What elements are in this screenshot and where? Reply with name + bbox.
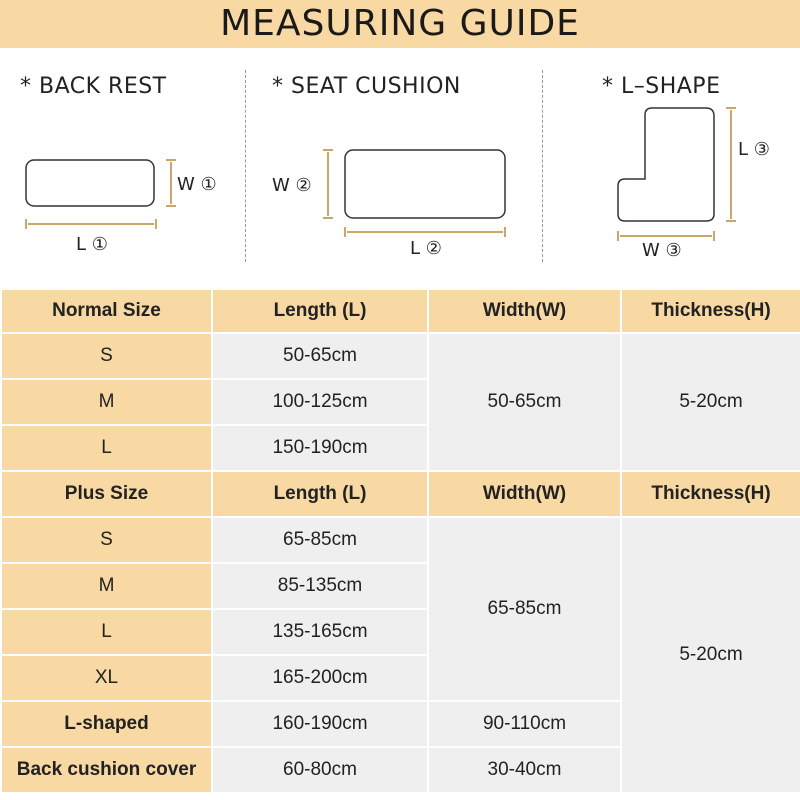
table-row	[1, 333, 800, 379]
l-shape-outline	[618, 108, 714, 221]
length-cell: 60-80cm	[212, 747, 428, 793]
diagram-section	[0, 48, 800, 286]
size-label: Back cushion cover	[1, 747, 212, 793]
width-cell: 30-40cm	[428, 747, 621, 793]
size-label: L-shaped	[1, 701, 212, 747]
seat-cushion-width-arrow	[323, 150, 333, 218]
width-header: Width(W)	[428, 471, 621, 517]
size-label: L	[1, 425, 212, 471]
thickness-cell: 5-20cm	[621, 333, 800, 471]
width-cell: 90-110cm	[428, 701, 621, 747]
size-label: M	[1, 563, 212, 609]
size-label: M	[1, 379, 212, 425]
title-banner	[0, 0, 800, 48]
seat-cushion-heading: * SEAT CUSHION	[272, 74, 461, 99]
l-shape-length-label: L ③	[738, 139, 770, 160]
normal-size-header: Normal Size	[1, 289, 212, 333]
width-cell: 50-65cm	[428, 333, 621, 471]
l-shape-heading: * L–SHAPE	[602, 74, 721, 99]
length-cell: 100-125cm	[212, 379, 428, 425]
width-header: Width(W)	[428, 289, 621, 333]
size-label: L	[1, 609, 212, 655]
length-cell: 65-85cm	[212, 517, 428, 563]
seat-cushion-length-arrow	[345, 227, 505, 237]
length-cell: 85-135cm	[212, 563, 428, 609]
length-header: Length (L)	[212, 471, 428, 517]
back-rest-length-label: L ①	[76, 234, 108, 255]
back-rest-width-arrow	[166, 160, 176, 206]
measurement-diagrams	[0, 48, 800, 286]
l-shape-width-label: W ③	[642, 240, 682, 261]
thickness-header: Thickness(H)	[621, 289, 800, 333]
length-cell: 150-190cm	[212, 425, 428, 471]
size-label: S	[1, 333, 212, 379]
back-rest-width-label: W ①	[177, 174, 217, 195]
thickness-header: Thickness(H)	[621, 471, 800, 517]
thickness-cell: 5-20cm	[621, 517, 800, 793]
size-table	[0, 288, 800, 794]
seat-cushion-shape	[345, 150, 505, 218]
size-label: S	[1, 517, 212, 563]
length-cell: 135-165cm	[212, 609, 428, 655]
table-header-row	[1, 289, 800, 333]
seat-cushion-length-label: L ②	[410, 238, 442, 259]
l-shape-length-arrow	[726, 108, 736, 221]
plus-size-header: Plus Size	[1, 471, 212, 517]
length-cell: 165-200cm	[212, 655, 428, 701]
length-cell: 160-190cm	[212, 701, 428, 747]
back-rest-heading: * BACK REST	[20, 74, 167, 99]
length-header: Length (L)	[212, 289, 428, 333]
table-header-row	[1, 471, 800, 517]
width-cell: 65-85cm	[428, 517, 621, 701]
size-label: XL	[1, 655, 212, 701]
length-cell: 50-65cm	[212, 333, 428, 379]
table-row	[1, 517, 800, 563]
size-table-wrapper	[0, 288, 800, 800]
back-rest-length-arrow	[26, 219, 156, 229]
page-title: MEASURING GUIDE	[220, 3, 580, 44]
back-rest-shape	[26, 160, 154, 206]
seat-cushion-width-label: W ②	[272, 175, 312, 196]
